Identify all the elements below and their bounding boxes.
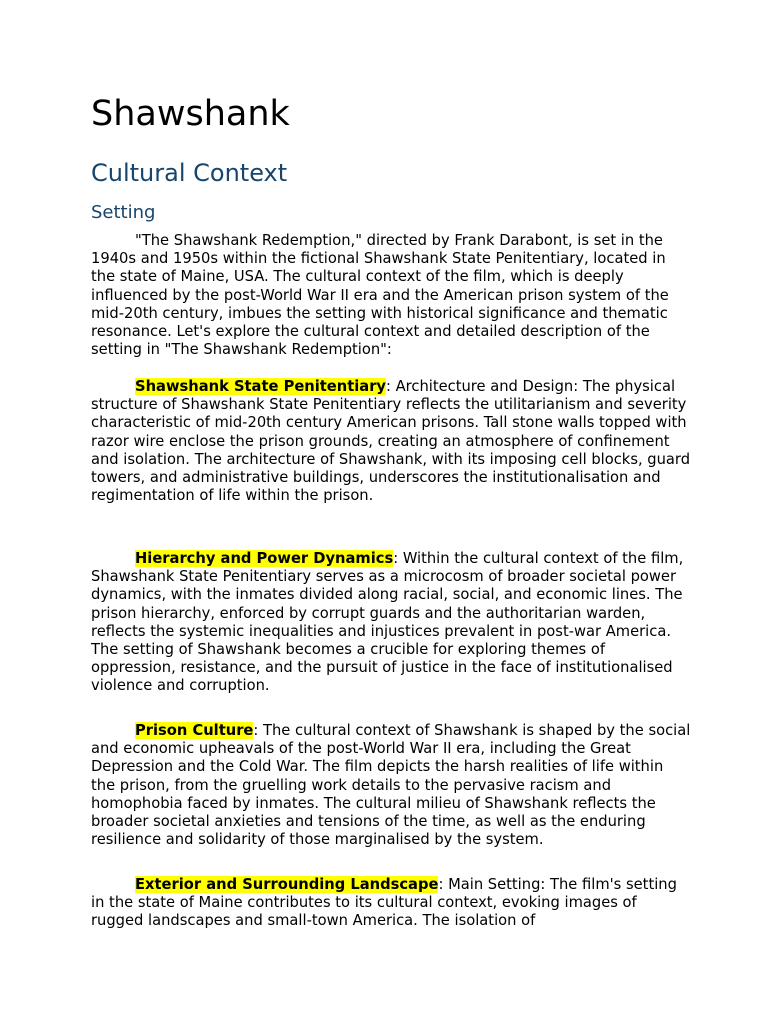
intro-paragraph: "The Shawshank Redemption," directed by Frank Darabont, is set in the 1940s and 1950s within the fictional Shawshank State Penitentiary, located in the state of Maine, USA. The cultural context of the film, which is deeply influenced by the post-World War II era and the American prison system of the mid-20th century, imbues the setting with historical significance and thematic resonance. Let's explore the cultural context and detailed description of the setting in "The Shawshank Redemption": <box>91 232 669 359</box>
document-title: Shawshank <box>91 94 290 134</box>
subsection-heading-setting: Setting <box>91 202 156 223</box>
paragraph-prison-culture <box>91 722 691 849</box>
paragraph-body: : Main Setting: The film's setting in the state of Maine contributes to its cultural context, evoking images of rugged landscapes and small-town America. The isolation of <box>91 876 677 930</box>
paragraph-body: : Within the cultural context of the film, Shawshank State Penitentiary serves as a microcosm of broader societal power dynamics, with the inmates divided along racial, social, and economic lines. The prison hierarchy, enforced by corrupt guards and the authoritarian warden, reflects the systemic inequalities and injustices prevalent in post-war America. The setting of Shawshank becomes a crucible for exploring themes of oppression, resistance, and the pursuit of justice in the face of institutionalised violence and corruption. <box>91 550 684 695</box>
section-heading-cultural-context: Cultural Context <box>91 159 288 187</box>
paragraph-body: : The cultural context of Shawshank is shaped by the social and economic upheavals of the post-World War II era, including the Great Depression and the Cold War. The film depicts the harsh realities of life within the prison, from the gruelling work details to the pervasive racism and homophobia faced by inmates. The cultural milieu of Shawshank reflects the broader societal anxieties and tensions of the time, as well as the enduring resilience and solidarity of those marginalised by the system. <box>91 722 691 849</box>
highlighted-term: Hierarchy and Power Dynamics <box>135 550 394 567</box>
paragraph-penitentiary <box>91 378 691 505</box>
paragraph-body: : Architecture and Design: The physical structure of Shawshank State Penitentiary reflects the utilitarianism and severity characteristic of mid-20th century American prisons. Tall stone walls topped with razor wire enclose the prison grounds, creating an atmosphere of confinement and isolation. The architecture of Shawshank, with its imposing cell blocks, guard towers, and administrative buildings, underscores the institutionalisation and regimentation of life within the prison. <box>91 378 691 505</box>
highlighted-term: Exterior and Surrounding Landscape <box>135 876 439 893</box>
paragraph-hierarchy <box>91 550 691 696</box>
highlighted-term: Prison Culture <box>135 722 254 739</box>
paragraph-exterior <box>91 876 691 931</box>
highlighted-term: Shawshank State Penitentiary <box>135 378 387 395</box>
